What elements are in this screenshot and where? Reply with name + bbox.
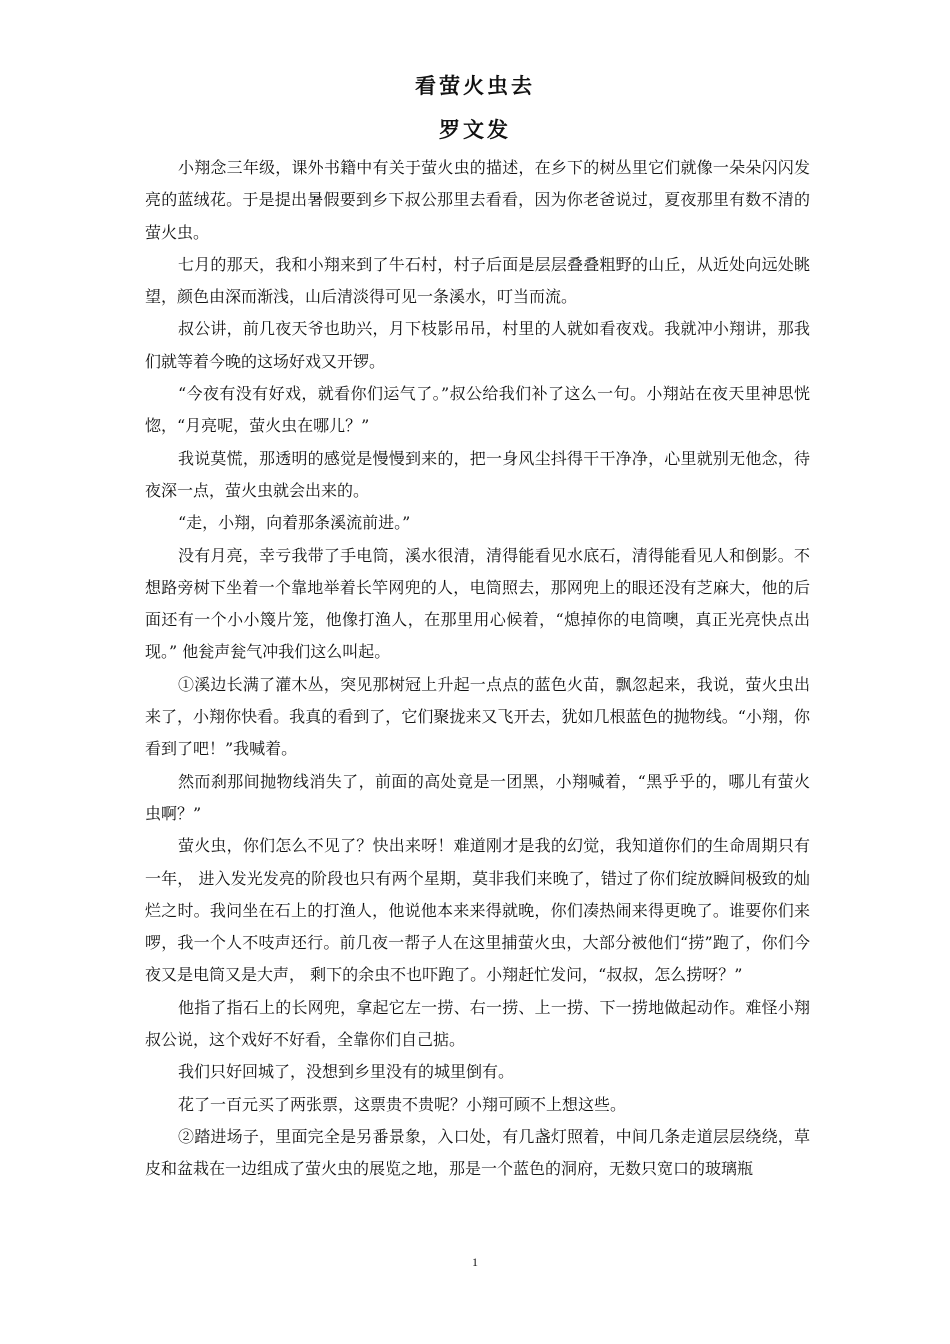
article-title: 看萤火虫去: [415, 73, 535, 98]
paragraph: ①溪边长满了灌木丛，突见那树冠上升起一点点的蓝色火苗，飘忽起来，我说，萤火虫出来了，小翔你快看。我真的看到了，它们聚拢来又飞开去，犹如几根蓝色的抛物线。“小翔，你看到了吧！”我喊着。: [145, 674, 810, 759]
paragraph: “走，小翔，向着那条溪流前进。”: [178, 513, 411, 533]
paragraph: 我说莫慌，那透明的感觉是慢慢到来的，把一身风尘抖得干干净净，心里就别无他念，待夜深一点，萤火虫就会出来的。: [145, 448, 810, 500]
paragraph: 七月的那天，我和小翔来到了牛石村，村子后面是层层叠叠粗野的山丘，从近处向远处眺望，颜色由深而渐浅，山后清淡得可见一条溪水，叮当而流。: [145, 254, 810, 307]
paragraph: 没有月亮，幸亏我带了手电筒，溪水很清，清得能看见水底石，清得能看见人和倒影。不想路旁树下坐着一个靠地举着长竿网兜的人，电筒照去，那网兜上的眼还没有芝麻大，他的后面还有一个小小篾片笼，他像打渔人，在那里用心候着，“熄掉你的电筒噢，真正光亮快点出现。” 他瓮声瓮气冲我们这么叫起。: [145, 545, 810, 662]
paragraph: 萤火虫，你们怎么不见了？快出来呀！难道刚才是我的幻觉，我知道你们的生命周期只有一年， 进入发光发亮的阶段也只有两个星期，莫非我们来晚了，错过了你们绽放瞬间极致的灿烂之时。我问坐在石上的打渔人，他说他本来来得就晚，你们凑热闹来得更晚了。谁要你们来啰，我一个人不吱声还行。前几夜一帮子人在这里捕萤火虫，大部分被他们“捞”跑了，你们今夜又是电筒又是大声， 剩下的余虫不也吓跑了。小翔赶忙发问，“叔叔，怎么捞呀？”: [145, 836, 810, 985]
paragraph: 然而刹那间抛物线消失了，前面的高处竟是一团黑，小翔喊着，“黑乎乎的，哪儿有萤火虫啊？”: [145, 771, 810, 823]
article-author: 罗文发: [439, 117, 511, 142]
paragraph: 他指了指石上的长网兜，拿起它左一捞、右一捞、上一捞、下一捞地做起动作。难怪小翔叔公说，这个戏好不好看，全靠你们自己掂。: [145, 997, 810, 1050]
paragraph: ②踏进场子，里面完全是另番景象，入口处，有几盏灯照着，中间几条走道层层绕绕，草皮和盆栽在一边组成了萤火虫的展览之地，那是一个蓝色的洞府，无数只宽口的玻璃瓶: [145, 1126, 810, 1179]
article-body: [145, 152, 810, 1186]
paragraph: 我们只好回城了，没想到乡里没有的城里倒有。: [178, 1062, 515, 1082]
page-number: 1: [472, 1255, 478, 1269]
paragraph: 叔公讲，前几夜天爷也助兴，月下枝影吊吊，村里的人就如看夜戏。我就冲小翔讲，那我们就等着今晚的这场好戏又开锣。: [145, 319, 810, 371]
paragraph: 花了一百元买了两张票，这票贵不贵呢？小翔可顾不上想这些。: [178, 1094, 627, 1114]
paragraph: 小翔念三年级，课外书籍中有关于萤火虫的描述，在乡下的树丛里它们就像一朵朵闪闪发亮的蓝绒花。于是提出暑假要到乡下叔公那里去看看，因为你老爸说过，夏夜那里有数不清的萤火虫。: [145, 158, 810, 242]
paragraph: “今夜有没有好戏，就看你们运气了。”叔公给我们补了这么一句。小翔站在夜天里神思恍惚，“月亮呢，萤火虫在哪儿？”: [145, 384, 810, 436]
